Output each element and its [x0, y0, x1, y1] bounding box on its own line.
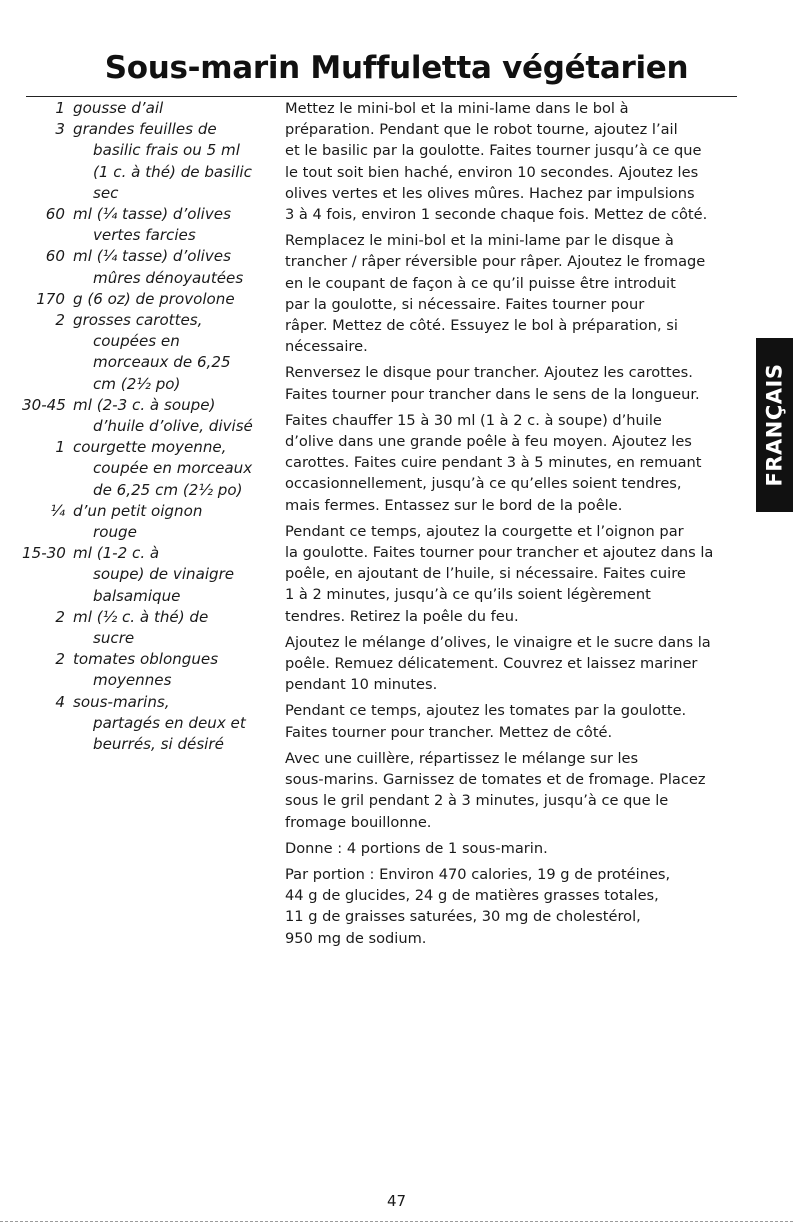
method-line: 11 g de graisses saturées, 30 mg de cholestérol,	[285, 908, 641, 926]
ingredient-description	[73, 543, 277, 607]
ingredient-line: d’huile d’olive, divisé	[93, 417, 253, 436]
ingredient-quantity: ¼	[50, 501, 65, 520]
ingredient-quantity: 3	[55, 120, 65, 139]
ingredient-quantity: 60	[45, 205, 65, 224]
method-steps	[285, 98, 740, 954]
ingredient-quantity: 2	[55, 607, 65, 626]
ingredient-line: grandes feuilles de	[73, 120, 217, 139]
method-line: Faites chauffer 15 à 30 ml (1 à 2 c. à soupe) d’huile	[285, 411, 662, 429]
method-paragraph	[285, 410, 740, 516]
method-line: fromage bouillonne.	[285, 813, 432, 831]
ingredient-line: ml (2-3 c. à soupe)	[73, 395, 216, 414]
ingredient-line: ml (½ c. à thé) de	[73, 607, 209, 626]
method-line: Avec une cuillère, répartissez le mélange sur les	[285, 749, 639, 767]
ingredient-line: rouge	[93, 523, 137, 542]
ingredient-quantity: 2	[55, 650, 65, 669]
language-tab	[756, 338, 793, 512]
ingredient-quantity: 15-30	[22, 544, 66, 563]
ingredient-line: sous-marins,	[73, 692, 170, 711]
method-line: d’olive dans une grande poêle à feu moyen. Ajoutez les	[285, 433, 692, 451]
ingredient-item	[22, 289, 277, 310]
method-line: Par portion : Environ 470 calories, 19 g de protéines,	[285, 865, 671, 883]
ingredient-description	[73, 607, 277, 649]
ingredient-line: mûres dénoyautées	[93, 268, 244, 287]
method-line: Mettez le mini-bol et la mini-lame dans le bol à	[285, 100, 629, 117]
method-line: la goulotte. Faites tourner pour trancher et ajoutez dans la	[285, 544, 714, 562]
ingredient-item	[22, 501, 277, 543]
method-line: trancher / râper réversible pour râper. Ajoutez le fromage	[285, 253, 706, 271]
ingredient-description	[73, 204, 277, 246]
ingredient-description	[73, 246, 277, 288]
ingredient-quantity: 30-45	[22, 395, 66, 414]
ingredient-item	[22, 692, 277, 756]
method-line: olives vertes et les olives mûres. Hachez par impulsions	[285, 184, 695, 202]
ingredient-line: vertes farcies	[93, 226, 196, 245]
ingredient-item	[22, 119, 277, 204]
method-line: Donne : 4 portions de 1 sous-marin.	[285, 839, 548, 857]
ingredient-quantity: 170	[36, 289, 65, 308]
ingredient-line: sucre	[93, 629, 135, 648]
ingredient-description	[73, 501, 277, 543]
method-line: tendres. Retirez la poêle du feu.	[285, 607, 519, 625]
method-line: 44 g de glucides, 24 g de matières grasses totales,	[285, 887, 659, 905]
ingredient-description	[73, 310, 277, 395]
method-line: par la goulotte, si nécessaire. Faites tourner pour	[285, 295, 645, 313]
ingredient-line: ml (¼ tasse) d’olives	[73, 247, 231, 266]
title-rule	[26, 96, 737, 97]
method-line: Renversez le disque pour trancher. Ajoutez les carottes.	[285, 364, 693, 382]
ingredient-line: ml (1-2 c. à	[73, 544, 160, 563]
method-line: poêle, en ajoutant de l’huile, si nécessaire. Faites cuire	[285, 565, 686, 583]
method-line: en le coupant de façon à ce qu’il puisse être introduit	[285, 274, 676, 292]
method-line: Remplacez le mini-bol et la mini-lame par le disque à	[285, 232, 674, 250]
ingredient-item	[22, 204, 277, 246]
ingredient-item	[22, 246, 277, 288]
method-line: Ajoutez le mélange d’olives, le vinaigre et le sucre dans la	[285, 633, 711, 651]
ingredient-item	[22, 395, 277, 437]
ingredient-line: ml (¼ tasse) d’olives	[73, 205, 231, 224]
ingredient-line: gousse d’ail	[73, 99, 164, 117]
method-line: mais fermes. Entassez sur le bord de la poêle.	[285, 496, 623, 514]
ingredient-line: beurrés, si désiré	[93, 735, 224, 754]
method-paragraph	[285, 838, 740, 859]
method-line: et le basilic par la goulotte. Faites tourner jusqu’à ce que	[285, 142, 702, 160]
ingredient-quantity: 1	[55, 99, 65, 117]
ingredient-line: soupe) de vinaigre	[93, 565, 235, 584]
method-line: 950 mg de sodium.	[285, 929, 427, 947]
method-line: râper. Mettez de côté. Essuyez le bol à préparation, si	[285, 317, 678, 335]
ingredient-line: g (6 oz) de provolone	[73, 289, 235, 308]
ingredient-line: basilic frais ou 5 ml	[93, 141, 240, 160]
ingredient-description	[73, 98, 277, 119]
method-paragraph	[285, 700, 740, 742]
ingredient-line: partagés en deux et	[93, 713, 246, 732]
ingredient-description	[73, 395, 277, 437]
method-line: pendant 10 minutes.	[285, 676, 438, 694]
method-line: Faites tourner pour trancher dans le sens de la longueur.	[285, 385, 700, 403]
page-number: 47	[386, 1192, 407, 1210]
ingredient-line: moyennes	[93, 671, 172, 690]
ingredient-line: courgette moyenne,	[73, 438, 227, 457]
method-paragraph	[285, 748, 740, 833]
ingredient-description	[73, 437, 277, 501]
ingredient-line: de 6,25 cm (2½ po)	[93, 480, 243, 499]
method-line: occasionnellement, jusqu’à ce qu’elles soient tendres,	[285, 475, 682, 493]
ingredient-line: (1 c. à thé) de basilic	[93, 162, 252, 181]
ingredient-item	[22, 310, 277, 395]
ingredient-line: cm (2½ po)	[93, 374, 181, 393]
method-line: préparation. Pendant que le robot tourne, ajoutez l’ail	[285, 121, 678, 139]
ingredient-description	[73, 289, 277, 310]
language-tab-label: FRANÇAIS	[762, 363, 787, 487]
method-line: sous le gril pendant 2 à 3 minutes, jusqu’à ce que le	[285, 792, 669, 810]
method-line: Pendant ce temps, ajoutez les tomates par la goulotte.	[285, 702, 687, 720]
ingredient-line: morceaux de 6,25	[93, 353, 231, 372]
ingredient-description	[73, 692, 277, 756]
ingredient-line: grosses carottes,	[73, 311, 203, 330]
method-line: sous-marins. Garnissez de tomates et de fromage. Placez	[285, 771, 706, 789]
method-line: le tout soit bien haché, environ 10 secondes. Ajoutez les	[285, 163, 699, 181]
ingredient-line: coupée en morceaux	[93, 459, 253, 478]
ingredient-quantity: 4	[55, 692, 65, 711]
ingredient-item	[22, 437, 277, 501]
method-line: 3 à 4 fois, environ 1 seconde chaque fois. Mettez de côté.	[285, 206, 708, 224]
method-paragraph	[285, 864, 740, 949]
ingredient-list	[22, 98, 277, 755]
ingredient-item	[22, 607, 277, 649]
method-paragraph	[285, 632, 740, 696]
ingredient-item	[22, 98, 277, 119]
ingredient-line: tomates oblongues	[73, 650, 219, 669]
ingredient-description	[73, 649, 277, 691]
method-line: nécessaire.	[285, 338, 368, 356]
page-title: Sous-marin Muffuletta végétarien	[104, 50, 689, 86]
ingredient-line: coupées en	[93, 332, 180, 351]
ingredient-item	[22, 649, 277, 691]
ingredient-quantity: 2	[55, 311, 65, 330]
ingredient-item	[22, 543, 277, 607]
method-line: 1 à 2 minutes, jusqu’à ce qu’ils soient légèrement	[285, 586, 651, 604]
method-line: carottes. Faites cuire pendant 3 à 5 minutes, en remuant	[285, 454, 702, 472]
ingredient-line: d’un petit oignon	[73, 501, 203, 520]
ingredient-description	[73, 119, 277, 204]
method-line: poêle. Remuez délicatement. Couvrez et laissez mariner	[285, 655, 698, 673]
method-paragraph	[285, 230, 740, 357]
method-paragraph	[285, 362, 740, 404]
ingredient-line: sec	[93, 183, 119, 202]
ingredient-line: balsamique	[93, 586, 181, 605]
ingredient-quantity: 60	[45, 247, 65, 266]
method-paragraph	[285, 521, 740, 627]
page-edge-line	[0, 1221, 793, 1222]
ingredient-quantity: 1	[55, 438, 65, 457]
method-line: Pendant ce temps, ajoutez la courgette et l’oignon par	[285, 522, 684, 540]
method-line: Faites tourner pour trancher. Mettez de côté.	[285, 723, 613, 741]
method-paragraph	[285, 98, 740, 225]
